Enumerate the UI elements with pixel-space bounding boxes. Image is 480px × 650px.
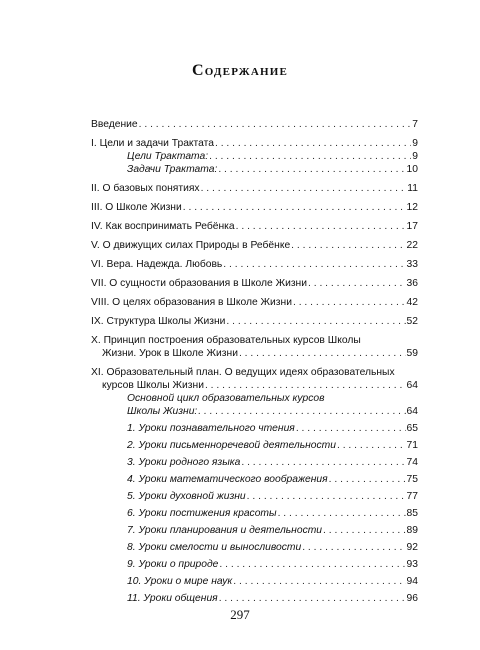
toc-leader	[293, 296, 406, 309]
toc-entry-page: 33	[406, 259, 418, 270]
toc-leader	[139, 118, 412, 131]
toc-leader	[198, 405, 405, 418]
toc-entry-title: IV. Как воспринимать Ребёнка	[91, 221, 235, 232]
toc-entry-title: I. Цели и задачи Трактата	[91, 138, 214, 149]
toc-entry-page: 59	[406, 348, 418, 359]
toc-entry-lesson[interactable]	[91, 558, 418, 571]
toc-entry-chapter-2[interactable]	[91, 182, 418, 195]
toc-entry-chapter-3[interactable]	[91, 201, 418, 214]
toc-entry-page: 42	[406, 297, 418, 308]
toc-entry-lesson[interactable]	[91, 592, 418, 605]
toc-entry-page: 64	[406, 380, 418, 391]
toc-leader	[236, 220, 406, 233]
toc-entry-page: 11	[407, 183, 418, 194]
toc-entry-title: 2. Уроки письменноречевой деятельности	[127, 440, 336, 451]
toc-entry-page: 36	[406, 278, 418, 289]
page-title: Содержание	[191, 62, 289, 79]
toc-entry-title: VI. Вера. Надежда. Любовь	[91, 259, 223, 270]
toc-entry-title: 9. Уроки о природе	[127, 559, 219, 570]
toc-entry-lesson[interactable]	[91, 456, 418, 469]
toc-leader	[223, 258, 405, 271]
toc-entry-lesson[interactable]	[91, 490, 418, 503]
toc-entry-page: 52	[406, 316, 418, 327]
toc-leader	[209, 150, 411, 163]
toc-leader	[226, 315, 405, 328]
toc-entry-goals[interactable]	[91, 150, 418, 163]
toc-entry-title-line1: Основной цикл образовательных курсов	[127, 393, 325, 404]
toc-entry-lesson[interactable]	[91, 524, 418, 537]
toc-entry-chapter-9[interactable]	[91, 315, 418, 328]
toc-entry-page: 89	[406, 525, 418, 536]
toc-leader	[247, 490, 406, 503]
toc-entry-title: 6. Уроки постижения красоты	[127, 508, 277, 519]
toc-entry-chapter-4[interactable]	[91, 220, 418, 233]
toc-entry-title: IX. Структура Школы Жизни	[91, 316, 226, 327]
toc-lessons-list	[91, 422, 418, 605]
toc-entry-page: 94	[406, 576, 418, 587]
toc-entry-chapter-8[interactable]	[91, 296, 418, 309]
toc-entry-title: 8. Уроки смелости и выносливости	[127, 542, 302, 553]
toc-entry-chapter-1[interactable]	[91, 137, 418, 150]
toc-entry-title-line2: курсов Школы Жизни	[102, 380, 204, 391]
toc-leader	[201, 182, 407, 195]
toc-entry-page: 17	[406, 221, 418, 232]
toc-entry-lesson[interactable]	[91, 422, 418, 435]
toc-leader	[218, 163, 405, 176]
toc-entry-title-line2: Школы Жизни:	[127, 406, 198, 417]
toc-entry-lesson[interactable]	[91, 473, 418, 486]
toc-entry-page: 93	[406, 559, 418, 570]
toc-entry-page: 96	[406, 593, 418, 604]
toc-entry-lesson[interactable]	[91, 439, 418, 452]
toc-leader	[302, 541, 405, 554]
toc-entry-intro[interactable]	[91, 118, 418, 131]
toc-entry-title: Задачи Трактата:	[127, 164, 218, 175]
toc-entry-page: 65	[406, 423, 418, 434]
toc-leader	[291, 239, 405, 252]
toc-entry-tasks[interactable]	[91, 163, 418, 176]
toc-leader	[219, 592, 406, 605]
toc-entry-title-line1: X. Принцип построения образовательных курсов Школы	[91, 335, 361, 346]
toc-entry-chapter-10[interactable]	[91, 334, 418, 360]
toc-entry-title-line1: XI. Образовательный план. О ведущих идеях образовательных	[91, 367, 395, 378]
page-number: 297	[230, 607, 250, 622]
toc-entry-line2	[91, 347, 418, 360]
toc-leader	[329, 473, 406, 486]
toc-entry-page: 12	[406, 202, 418, 213]
toc-entry-page: 22	[406, 240, 418, 251]
toc-entry-title: III. О Школе Жизни	[91, 202, 182, 213]
toc-leader	[239, 347, 406, 360]
toc-entry-page: 10	[406, 164, 418, 175]
toc-entry-title: 3. Уроки родного языка	[127, 457, 241, 468]
toc-leader	[219, 558, 405, 571]
toc-entry-core-cycle[interactable]	[91, 392, 418, 418]
toc-entry-title: 11. Уроки общения	[127, 593, 218, 604]
toc-entry-page: 92	[406, 542, 418, 553]
toc-entry-title: II. О базовых понятиях	[91, 183, 200, 194]
toc-leader	[241, 456, 405, 469]
toc-entry-page: 64	[406, 406, 418, 417]
toc-entry-title: Введение	[91, 119, 138, 130]
toc-entry-title-line2: Жизни. Урок в Школе Жизни	[102, 348, 238, 359]
toc-entry-chapter-5[interactable]	[91, 239, 418, 252]
toc-entry-title: VII. О сущности образования в Школе Жизни	[91, 278, 307, 289]
toc-leader	[296, 422, 406, 435]
toc-entry-page: 77	[406, 491, 418, 502]
toc-entry-page: 9	[412, 151, 418, 162]
toc-entry-chapter-7[interactable]	[91, 277, 418, 290]
toc-entry-line2	[127, 405, 418, 418]
toc-entry-lesson[interactable]	[91, 507, 418, 520]
toc-entry-page: 9	[412, 138, 418, 149]
toc-entry-title: 1. Уроки познавательного чтения	[127, 423, 295, 434]
toc-entry-lesson[interactable]	[91, 575, 418, 588]
toc-leader	[233, 575, 405, 588]
toc-leader	[183, 201, 406, 214]
toc-entry-chapter-11[interactable]	[91, 366, 418, 392]
toc-entry-title: 4. Уроки математического воображения	[127, 474, 328, 485]
toc-leader	[215, 137, 411, 150]
toc-entry-title: V. О движущих силах Природы в Ребёнке	[91, 240, 291, 251]
toc-entry-title: 5. Уроки духовной жизни	[127, 491, 246, 502]
toc-entry-page: 85	[406, 508, 418, 519]
toc-entry-page: 7	[412, 119, 418, 130]
toc-leader	[308, 277, 406, 290]
toc-entry-title: VIII. О целях образования в Школе Жизни	[91, 297, 292, 308]
toc-entry-page: 71	[406, 440, 418, 451]
toc-entry-chapter-6[interactable]	[91, 258, 418, 271]
toc-entry-lesson[interactable]	[91, 541, 418, 554]
toc-entry-page: 74	[406, 457, 418, 468]
table-of-contents	[91, 118, 418, 605]
toc-entry-page: 75	[406, 474, 418, 485]
toc-leader	[278, 507, 406, 520]
toc-entry-title: 7. Уроки планирования и деятельности	[127, 525, 323, 536]
toc-entry-title: 10. Уроки о мире наук	[127, 576, 233, 587]
toc-entry-line2	[91, 379, 418, 392]
toc-leader	[205, 379, 406, 392]
toc-leader	[337, 439, 406, 452]
toc-leader	[323, 524, 406, 537]
toc-entry-title: Цели Трактата:	[127, 151, 209, 162]
